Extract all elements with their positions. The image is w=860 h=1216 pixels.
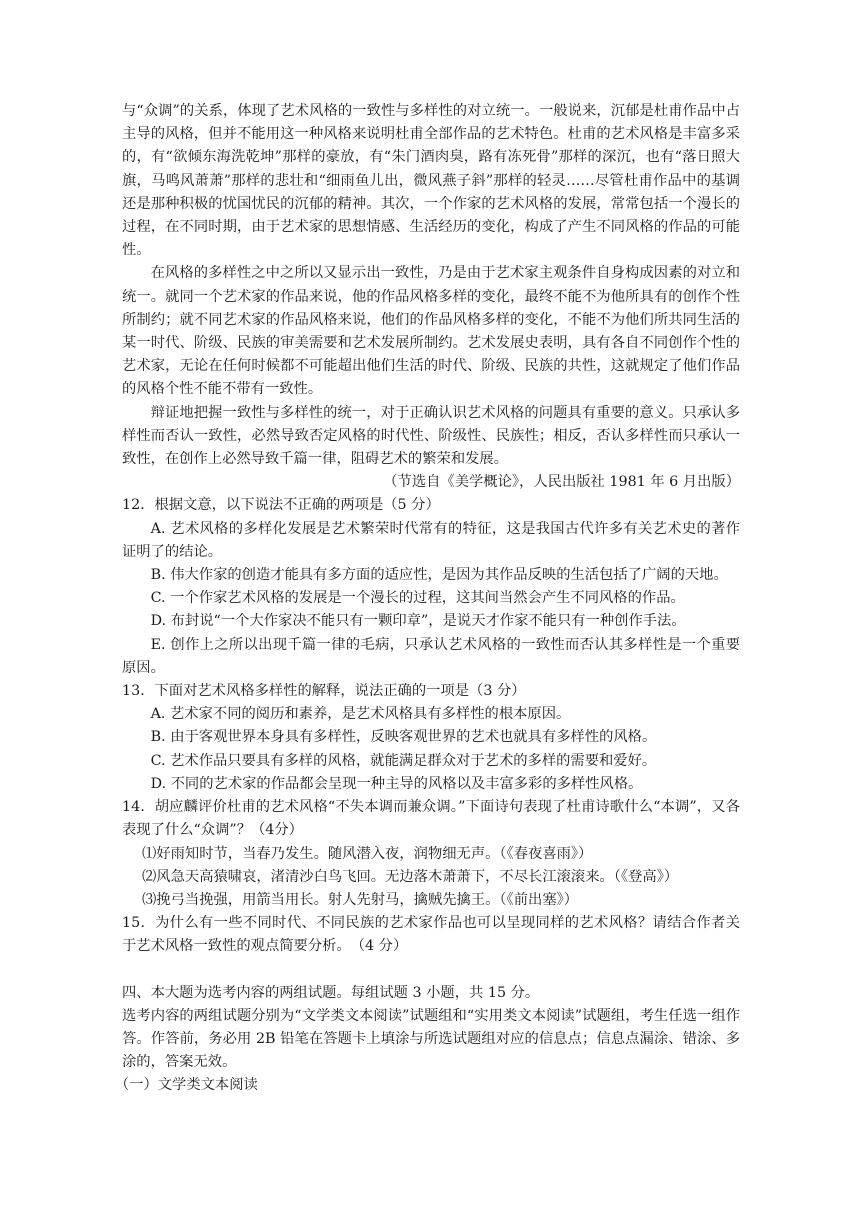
question-14-stem: 14．胡应麟评价杜甫的艺术风格“不失本调而兼众调。”下面诗句表现了杜甫诗歌什么“本调”，又各表现了什么“众调”？（4分）: [122, 799, 740, 839]
passage-paragraph-2: 在风格的多样性之中之所以又显示出一致性，乃是由于艺术家主观条件自身构成因素的对立和统一。就同一个艺术家的作品来说，他的作品风格多样的变化，最终不能不为他所具有的创作个性所制约；就不同艺术家的作品风格来说，他们的作品风格多样的变化，不能不为他们所共同生活的某一时代、阶级、民族的审美需要和艺术发展所制约。艺术发展史表明，具有各自不同创作个性的艺术家，无论在任何时候都不可能超出他们生活的时代、阶级、民族的共性，这就规定了他们作品的风格个性不能不带有一致性。: [122, 265, 740, 398]
question-12-option-c: C. 一个作家艺术风格的发展是一个漫长的过程，这其间当然会产生不同风格的作品。: [150, 590, 685, 607]
question-13-option-d: D. 不同的艺术家的作品都会呈现一种主导的风格以及丰富多彩的多样性风格。: [150, 775, 643, 792]
passage-paragraph-1: 与“众调”的关系，体现了艺术风格的一致性与多样性的对立统一。一般说来，沉郁是杜甫作品中占主导的风格，但并不能用这一种风格来说明杜甫全部作品的艺术特色。杜甫的艺术风格是丰富多采的，有“欲倾东海洗乾坤”那样的豪放，有“朱门酒肉臭，路有冻死骨”那样的深沉，也有“落日照大旗，马鸣风萧萧”那样的悲壮和“细雨鱼儿出，微风燕子斜”那样的轻灵……尽管杜甫作品中的基调还是那种积极的忧国忧民的沉郁的精神。其次，一个作家的艺术风格的发展，常常包括一个漫长的过程，在不同时期，由于艺术家的思想情感、生活经历的变化，构成了产生不同风格的作品的可能性。: [122, 103, 740, 259]
section-4-heading: 四、本大题为选考内容的两组试题。每组试题 3 小题，共 15 分。: [122, 984, 540, 1001]
question-13-stem: 13．下面对艺术风格多样性的解释，说法正确的一项是（3 分）: [122, 683, 526, 700]
question-12-option-b: B. 伟大作家的创造才能具有多方面的适应性，是因为其作品反映的生活包括了广阔的天地。: [150, 567, 728, 584]
section-spacer: [122, 959, 740, 982]
section-4-subheading: （一）文学类文本阅读: [114, 1077, 258, 1094]
section-4-instructions: 选考内容的两组试题分别为“文学类文本阅读”试题组和“实用类文本阅读”试题组，考生任选一组作答。作答前，务必用 2B 铅笔在答题卡上填涂与所选试题组对应的信息点；信息点漏涂、错涂、多涂的，答案无效。: [122, 1007, 740, 1071]
question-15-stem: 15．为什么有一些不同时代、不同民族的艺术家作品也可以呈现同样的艺术风格？请结合作者关于艺术风格一致性的观点简要分析。 （4 分）: [122, 915, 740, 955]
passage-paragraph-3: 辩证地把握一致性与多样性的统一，对于正确认识艺术风格的问题具有重要的意义。只承认多样性而否认一致性，必然导致否定风格的时代性、阶级性、民族性；相反，否认多样性而只承认一致性，在创作上必然导致千篇一律，阻碍艺术的繁荣和发展。: [122, 404, 740, 468]
question-12-stem: 12．根据文意，以下说法不正确的两项是（5 分）: [122, 497, 440, 514]
question-12-option-a: A. 艺术风格的多样化发展是艺术繁荣时代常有的特征，这是我国古代许多有关艺术史的著作证明了的结论。: [122, 520, 740, 560]
question-14-poem-2: ⑵风急天高猿啸哀，渚清沙白鸟飞回。无边落木萧萧下，不尽长江滚滚来。（《登高》）: [142, 868, 679, 885]
question-13-option-b: B. 由于客观世界本身具有多样性，反映客观世界的艺术也就具有多样性的风格。: [150, 729, 657, 746]
question-12-option-d: D. 布封说“一个大作家决不能只有一颗印章”，是说天才作家不能只有一种创作手法。: [150, 613, 686, 630]
document-page: [114, 100, 740, 1098]
question-13-option-c: C. 艺术作品只要具有多样的风格，就能满足群众对于艺术的多样的需要和爱好。: [150, 752, 657, 769]
question-14-poem-1: ⑴好雨知时节，当春乃发生。随风潜入夜，润物细无声。（《春夜喜雨》）: [142, 845, 593, 862]
question-12-option-e: E. 创作上之所以出现千篇一律的毛病，只承认艺术风格的一致性而否认其多样性是一个重要原因。: [122, 636, 740, 676]
passage-source: （节选自《美学概论》，人民出版社 1981 年 6 月出版）: [383, 474, 740, 491]
question-14-poem-3: ⑶挽弓当挽强，用箭当用长。射人先射马，擒贼先擒王。（《前出塞》）: [142, 891, 579, 908]
question-13-option-a: A. 艺术家不同的阅历和素养，是艺术风格具有多样性的根本原因。: [150, 706, 571, 723]
